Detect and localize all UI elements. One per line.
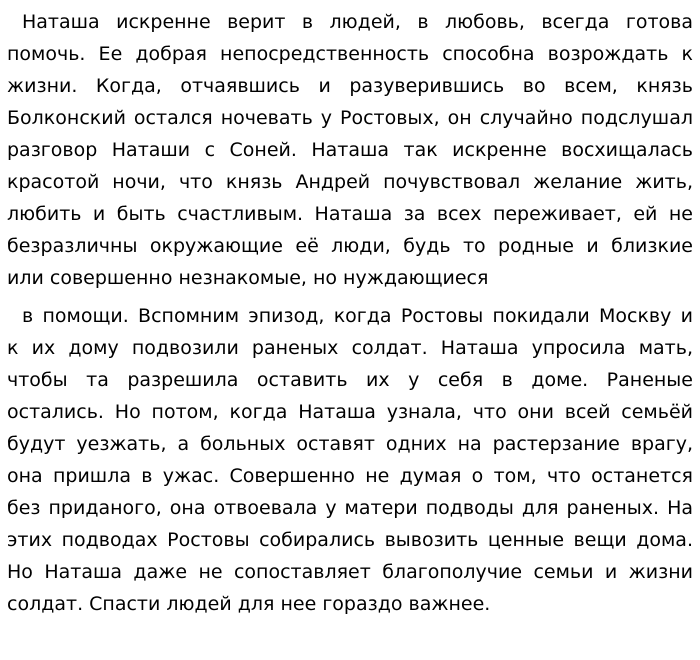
text-line: чтобы та разрешила оставить их у себя в доме. Раненые	[7, 369, 693, 391]
text-line: любить и быть счастливым. Наташа за всех переживает, ей не	[7, 203, 693, 225]
text-line: красотой ночи, что князь Андрей почувствовал желание жить,	[7, 171, 693, 193]
document-page	[7, 6, 693, 620]
text-line: она пришла в ужас. Совершенно не думая о том, что останется	[7, 465, 693, 487]
text-line: безразличны окружающие её люди, будь то родные и близкие	[7, 235, 693, 257]
text-line: в помощи. Вспомним эпизод, когда Ростовы покидали Москву и	[22, 305, 693, 327]
text-line: Но Наташа даже не сопоставляет благополучие семьи и жизни	[7, 561, 693, 583]
text-line: будут уезжать, а больных оставят одних на растерзание врагу,	[7, 433, 693, 455]
text-line: помочь. Ее добрая непосредственность способна возрождать к	[7, 43, 693, 65]
text-line: без приданого, она отвоевала у матери подводы для раненых. На	[7, 497, 693, 519]
text-line: Наташа искренне верит в людей, в любовь, всегда готова	[22, 11, 693, 33]
text-line: остались. Но потом, когда Наташа узнала, что они всей семьёй	[7, 401, 693, 423]
paragraph-1	[7, 6, 693, 294]
text-line: к их дому подвозили раненых солдат. Наташа упросила мать,	[7, 337, 693, 359]
paragraph-2	[7, 300, 693, 620]
text-line: жизни. Когда, отчаявшись и разуверившись во всем, князь	[7, 75, 693, 97]
text-line: Болконский остался ночевать у Ростовых, он случайно подслушал	[7, 107, 693, 129]
text-line: этих подводах Ростовы собирались вывозить ценные вещи дома.	[7, 529, 693, 551]
text-line: разговор Наташи с Соней. Наташа так искренне восхищалась	[7, 139, 693, 161]
text-line: или совершенно незнакомые, но нуждающиеся	[7, 267, 489, 289]
text-line: солдат. Спасти людей для нее гораздо важнее.	[7, 593, 491, 615]
